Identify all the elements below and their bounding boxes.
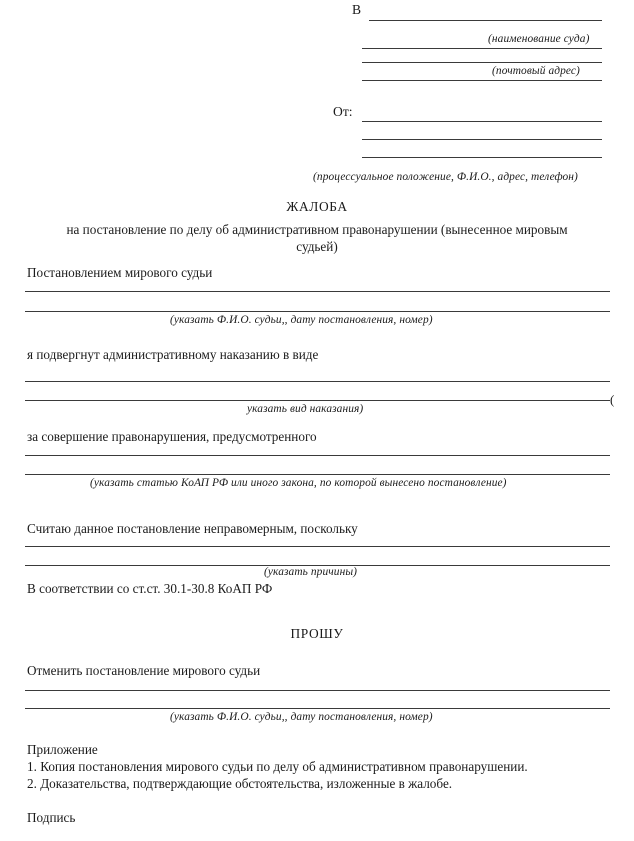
clause-3-line-1[interactable] [25, 455, 610, 456]
clause-2-line-2[interactable] [25, 400, 610, 401]
clause-2-caption: указать вид наказания) [247, 403, 364, 415]
legal-basis-text: В соответствии со ст.ст. 30.1-30.8 КоАП РФ [27, 581, 273, 596]
clause-5-caption: (указать Ф.И.О. судьи,, дату постановления, номер) [170, 711, 433, 723]
sender-line-3[interactable] [362, 157, 602, 158]
clause-1-caption: (указать Ф.И.О. судьи,, дату постановления, номер) [170, 314, 433, 326]
clause-4-line-1[interactable] [25, 546, 610, 547]
addressee-line-3[interactable] [362, 62, 602, 63]
addressee-court-caption: (наименование суда) [488, 33, 590, 45]
clause-4-caption: (указать причины) [264, 566, 358, 578]
addressee-line-1[interactable] [369, 20, 602, 21]
sender-caption: (процессуальное положение, Ф.И.О., адрес, телефон) [313, 171, 578, 183]
attachment-item: 1. Копия постановления мирового судьи по делу об административном правонарушении. [27, 759, 528, 774]
sender-from-label: От: [333, 104, 353, 119]
clause-1-line-2[interactable] [25, 311, 610, 312]
clause-4-text: Считаю данное постановление неправомерным, поскольку [27, 521, 358, 536]
clause-2-text: я подвергнут административному наказанию в виде [27, 347, 319, 362]
addressee-line-4[interactable] [362, 80, 602, 81]
clause-2-trailing-paren: ( [610, 392, 615, 407]
addressee-line-2[interactable] [362, 48, 602, 49]
addressee-to-label: В [352, 2, 362, 17]
signature-label: Подпись [27, 810, 76, 825]
attachments-heading: Приложение [27, 742, 98, 757]
page-title: ЖАЛОБА [286, 199, 348, 214]
clause-5-text: Отменить постановление мирового судьи [27, 663, 261, 678]
clause-3-text: за совершение правонарушения, предусмотренного [27, 429, 317, 444]
clause-5-line-2[interactable] [25, 708, 610, 709]
clause-3-line-2[interactable] [25, 474, 610, 475]
attachment-item: 2. Доказательства, подтверждающие обстоятельства, изложенные в жалобе. [27, 776, 453, 791]
sender-line-1[interactable] [362, 121, 602, 122]
sender-line-2[interactable] [362, 139, 602, 140]
clause-1-line-1[interactable] [25, 291, 610, 292]
addressee-address-caption: (почтовый адрес) [492, 65, 580, 77]
clause-1-text: Постановлением мирового судьи [27, 265, 213, 280]
request-heading: ПРОШУ [290, 626, 344, 641]
clause-5-line-1[interactable] [25, 690, 610, 691]
page-subtitle: на постановление по делу об административном правонарушении (вынесенное мировым судьей) [66, 222, 568, 254]
clause-3-caption: (указать статью КоАП РФ или иного закона, по которой вынесено постановление) [90, 477, 507, 489]
clause-2-line-1[interactable] [25, 381, 610, 382]
